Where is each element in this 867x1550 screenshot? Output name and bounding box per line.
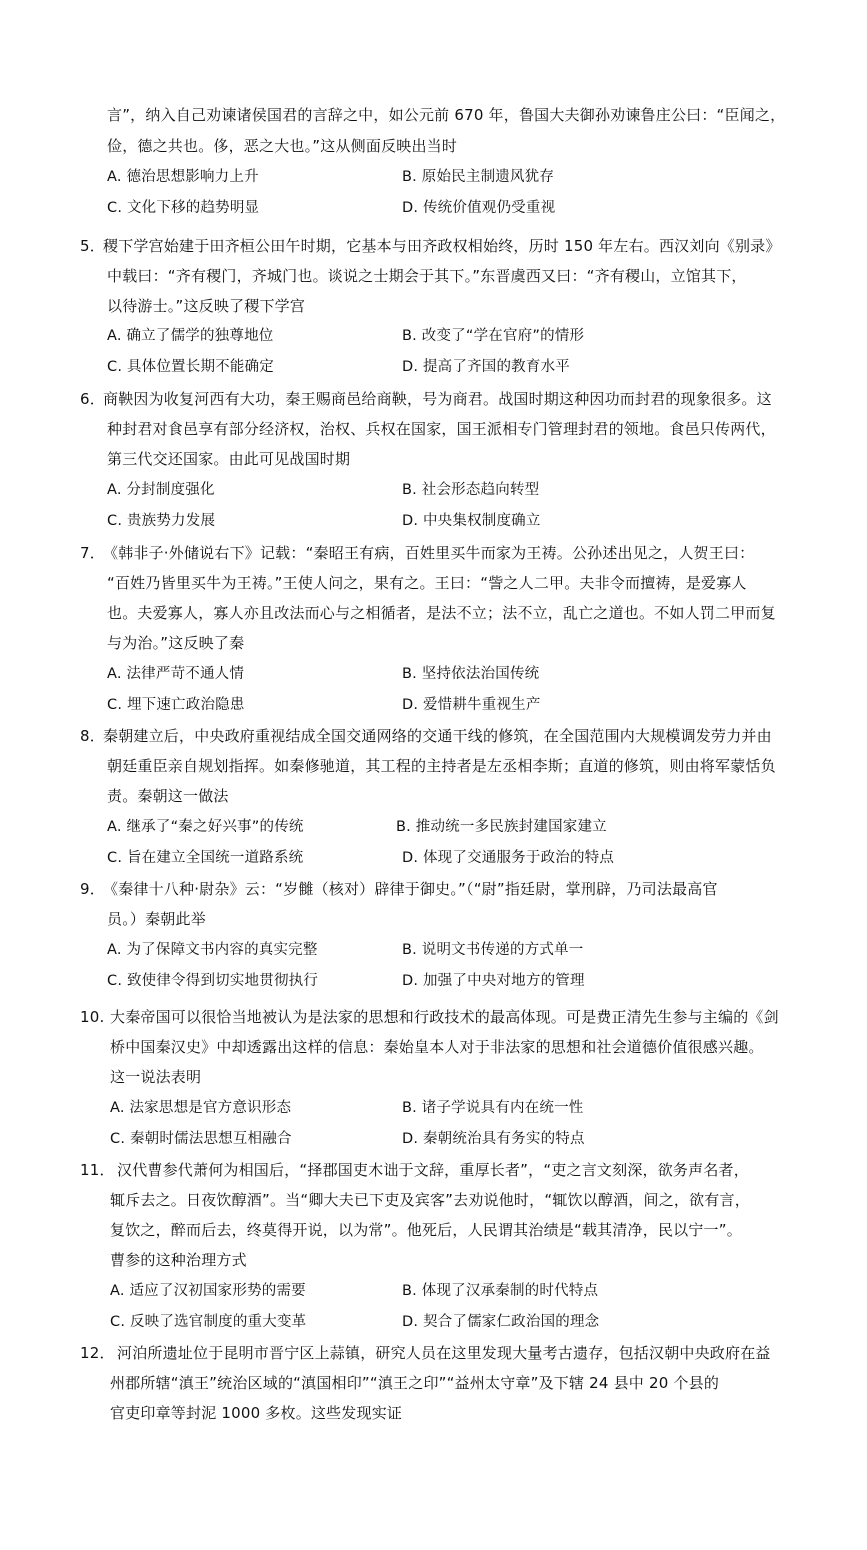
q7-text-line: “百姓乃皆里买牛为王祷。”王使人问之，果有之。王曰：“訾之人二甲。夫非令而擅祷，是爱寡人 (107, 574, 747, 592)
q7-text-line: 也。夫爱寡人，寡人亦且改法而心与之相循者，是法不立；法不立，乱亡之道也。不如人罚二甲而复 (107, 604, 776, 622)
q5-option-a: A. 确立了儒学的独尊地位 (107, 328, 274, 344)
q4-option-a: A. 德治思想影响力上升 (107, 169, 259, 185)
q7-text-line: 与为治。”这反映了秦 (107, 634, 245, 652)
q5-number: 5． (80, 237, 105, 255)
q4-text-line: 言”，纳入自己劝谏诸侯国君的言辞之中，如公元前 670 年，鲁国大夫御孙劝谏鲁庄公曰：“臣闻之， (107, 106, 786, 124)
q4-option-c: C. 文化下移的趋势明显 (107, 200, 260, 216)
q4-text-line: 俭，德之共也。侈，恶之大也。”这从侧面反映出当时 (107, 137, 458, 155)
q5-option-d: D. 提高了齐国的教育水平 (402, 359, 570, 375)
q8-text-line: 朝廷重臣亲自规划指挥。如秦修驰道，其工程的主持者是左丞相李斯；直道的修筑，则由将军蒙恬负 (107, 757, 776, 775)
q8-option-c: C. 旨在建立全国统一道路系统 (107, 850, 304, 866)
q6-option-b: B. 社会形态趋向转型 (402, 482, 540, 498)
q10-text-line: 大秦帝国可以很恰当地被认为是法家的思想和行政技术的最高体现。可是费正清先生参与主编的《剑 (110, 1008, 779, 1026)
q10-option-c: C. 秦朝时儒法思想互相融合 (110, 1131, 292, 1147)
q12-number: 12． (80, 1344, 115, 1362)
q10-option-a: A. 法家思想是官方意识形态 (110, 1100, 292, 1116)
q5-text-line: 稷下学宫始建于田齐桓公田午时期，它基本与田齐政权相始终，历时 150 年左右。西汉刘向《别录》 (103, 237, 781, 255)
q10-text-line: 桥中国秦汉史》中却透露出这样的信息：秦始皇本人对于非法家的思想和社会道德价值很感兴趣。 (110, 1038, 764, 1056)
q11-option-a: A. 适应了汉初国家形势的需要 (110, 1283, 306, 1299)
q11-option-b: B. 体现了汉承秦制的时代特点 (402, 1283, 599, 1299)
q10-option-b: B. 诸子学说具有内在统一性 (402, 1100, 584, 1116)
q10-text-line: 这一说法表明 (110, 1068, 202, 1086)
q5-text-line: 中载曰：“齐有稷门，齐城门也。谈说之士期会于其下。”东晋虞西又曰：“齐有稷山，立馆其下， (107, 267, 747, 285)
q7-option-a: A. 法律严苛不通人情 (107, 666, 245, 682)
q7-number: 7． (80, 544, 105, 562)
q6-option-d: D. 中央集权制度确立 (402, 513, 541, 529)
q5-text-line: 以待游士。”这反映了稷下学宫 (107, 297, 306, 315)
q9-number: 9． (80, 880, 105, 898)
q7-option-c: C. 埋下速亡政治隐患 (107, 697, 245, 713)
q6-text-line: 第三代交还国家。由此可见战国时期 (107, 450, 351, 468)
q11-text-line: 辄斥去之。日夜饮醇酒”。当“卿大夫已下吏及宾客”去劝说他时，“辄饮以醇酒，间之，欲有言， (110, 1191, 750, 1209)
q7-option-d: D. 爱惜耕牛重视生产 (402, 697, 541, 713)
q9-text-line: 员。）秦朝此举 (107, 910, 206, 928)
q4-option-d: D. 传统价值观仍受重视 (402, 200, 556, 216)
q9-option-d: D. 加强了中央对地方的管理 (402, 973, 585, 989)
q11-number: 11． (80, 1161, 115, 1179)
q6-option-a: A. 分封制度强化 (107, 482, 215, 498)
q9-option-b: B. 说明文书传递的方式单一 (402, 942, 584, 958)
q7-text-line: 《韩非子·外储说右下》记载：“秦昭王有病，百姓里买牛而家为王祷。公孙述出见之，人贺王曰： (103, 544, 755, 562)
q12-text-line: 州郡所辖“滇王”统治区域的“滇国相印”“滇王之印”“益州太守章”及下辖 24 县中 20 个县的 (110, 1374, 720, 1392)
q12-text-line: 官吏印章等封泥 1000 多枚。这些发现实证 (110, 1404, 403, 1422)
q8-option-a: A. 继承了“秦之好兴事”的传统 (107, 819, 304, 835)
q8-option-d: D. 体现了交通服务于政治的特点 (402, 850, 615, 866)
q6-option-c: C. 贵族势力发展 (107, 513, 216, 529)
q8-text-line: 秦朝建立后，中央政府重视结成全国交通网络的交通干线的修筑，在全国范围内大规模调发劳力并由 (103, 727, 772, 745)
q6-text-line: 商鞅因为收复河西有大功，秦王赐商邑给商鞅，号为商君。战国时期这种因功而封君的现象很多。这 (103, 390, 772, 408)
q10-option-d: D. 秦朝统治具有务实的特点 (402, 1131, 585, 1147)
q11-text-line: 汉代曹参代萧何为相国后，“择郡国吏木诎于文辞，重厚长者”，“吏之言文刻深，欲务声名者， (117, 1161, 749, 1179)
q11-text-line: 复饮之，醉而后去，终莫得开说，以为常”。他死后，人民谓其治绩是“载其清净，民以宁一”。 (110, 1221, 742, 1239)
q4-option-b: B. 原始民主制遗风犹存 (402, 169, 555, 185)
q6-number: 6． (80, 390, 105, 408)
q8-text-line: 责。秦朝这一做法 (107, 787, 229, 805)
q9-option-c: C. 致使律令得到切实地贯彻执行 (107, 973, 319, 989)
q8-number: 8． (80, 727, 105, 745)
q9-text-line: 《秦律十八种·尉杂》云：“岁雠（核对）辟律于御史。”（“尉”指廷尉，掌刑辟，乃司法最高官 (103, 880, 718, 898)
q7-option-b: B. 坚持依法治国传统 (402, 666, 540, 682)
q11-option-d: D. 契合了儒家仁政治国的理念 (402, 1314, 600, 1330)
q5-option-c: C. 具体位置长期不能确定 (107, 359, 274, 375)
q11-option-c: C. 反映了选官制度的重大变革 (110, 1314, 307, 1330)
q5-option-b: B. 改变了“学在官府”的情形 (402, 328, 585, 344)
q12-text-line: 河泊所遗址位于昆明市晋宁区上蒜镇，研究人员在这里发现大量考古遗存，包括汉朝中央政府在益 (117, 1344, 771, 1362)
q9-option-a: A. 为了保障文书内容的真实完整 (107, 942, 318, 958)
q11-text-line: 曹参的这种治理方式 (110, 1251, 247, 1269)
q6-text-line: 种封君对食邑享有部分经济权，治权、兵权在国家，国王派相专门管理封君的领地。食邑只传两代， (107, 420, 776, 438)
q8-option-b: B. 推动统一多民族封建国家建立 (396, 819, 607, 835)
q10-number: 10. (80, 1008, 105, 1026)
